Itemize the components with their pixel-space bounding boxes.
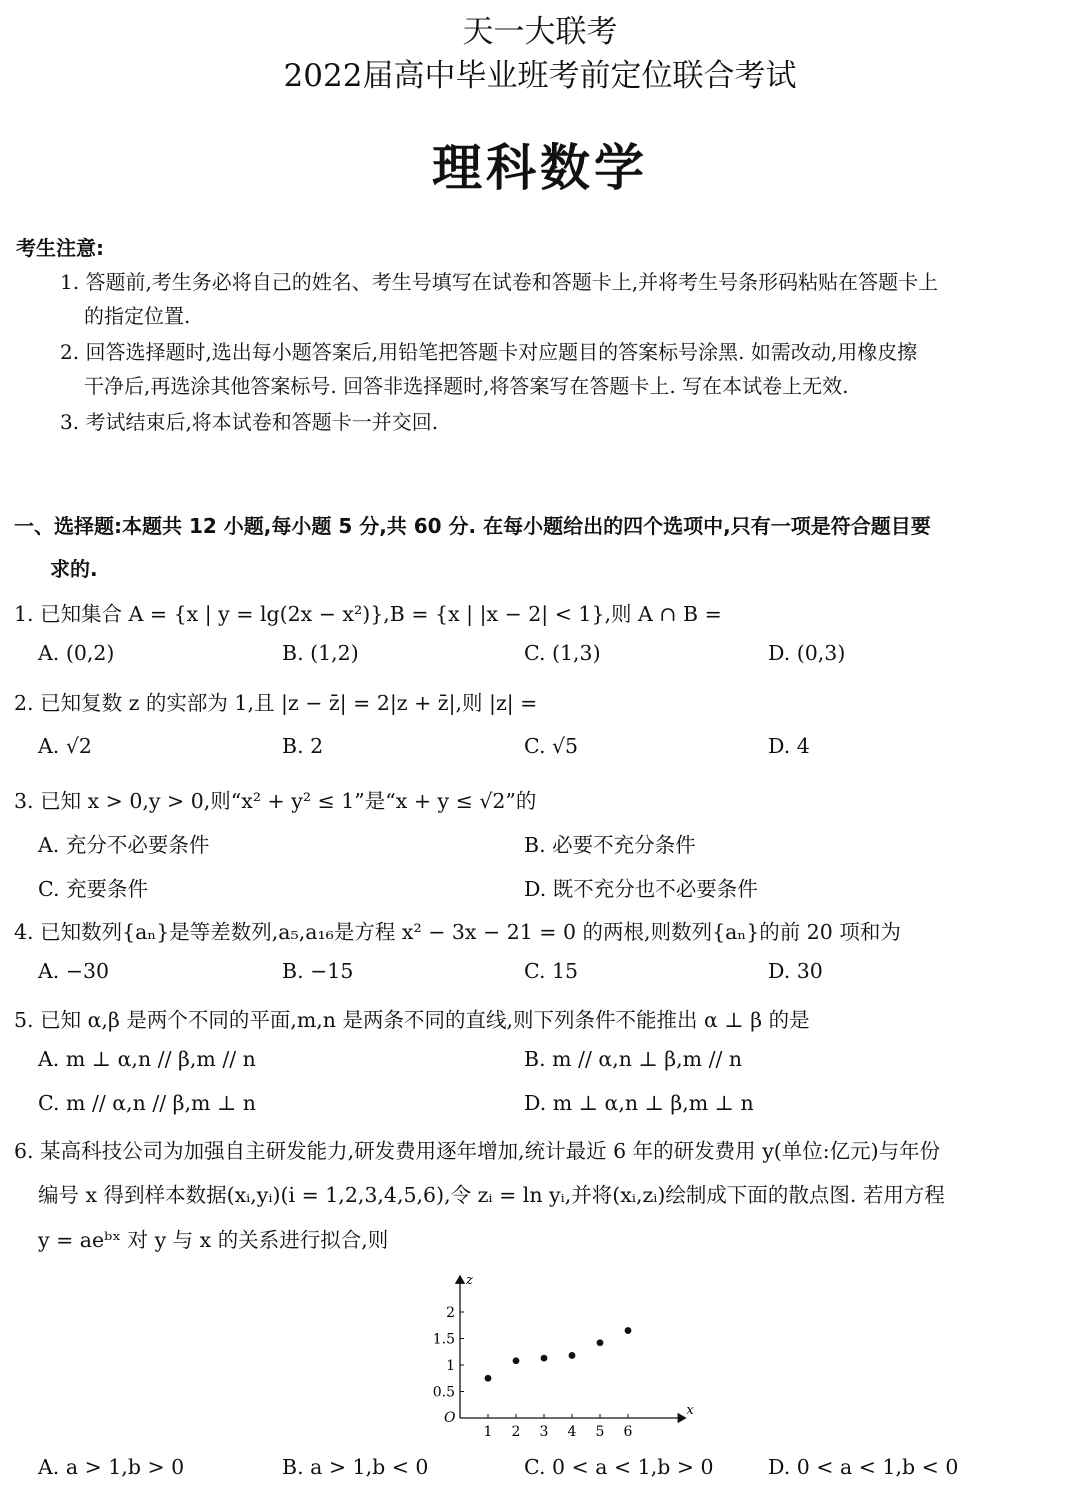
question-6-line-3: y = aeᵇˣ 对 y 与 x 的关系进行拟合,则 bbox=[38, 1228, 389, 1252]
x-tick-label: 1 bbox=[483, 1424, 493, 1440]
q3-option-a: A. 充分不必要条件 bbox=[38, 833, 210, 857]
question-5: 5. 已知 α,β 是两个不同的平面,m,n 是两条不同的直线,则下列条件不能推出 α ⊥ β 的是 bbox=[14, 1008, 810, 1032]
question-1: 1. 已知集合 A = {x | y = lg(2x − x²)},B = {x | |x − 2| < 1},则 A ∩ B = bbox=[14, 602, 722, 626]
exam-title: 2022届高中毕业班考前定位联合考试 bbox=[283, 58, 797, 94]
data-point bbox=[541, 1355, 548, 1362]
section-heading-cont: 求的. bbox=[50, 557, 98, 581]
q2-option-a: A. √2 bbox=[38, 734, 92, 758]
q1-option-b: B. (1,2) bbox=[282, 641, 359, 665]
origin-label: O bbox=[444, 1410, 456, 1426]
q2-option-c: C. √5 bbox=[524, 734, 579, 758]
subject-title: 理科数学 bbox=[432, 138, 648, 197]
notice-item-1-cont: 的指定位置. bbox=[84, 304, 191, 328]
q4-option-b: B. −15 bbox=[282, 959, 354, 983]
q3-option-b: B. 必要不充分条件 bbox=[524, 833, 696, 857]
q4-option-d: D. 30 bbox=[768, 959, 823, 983]
data-point bbox=[625, 1327, 632, 1334]
data-point bbox=[597, 1339, 604, 1346]
section-heading: 一、选择题:本题共 12 小题,每小题 5 分,共 60 分. 在每小题给出的四个选项中,只有一项是符合题目要 bbox=[14, 514, 931, 538]
y-tick-label: 1.5 bbox=[432, 1331, 455, 1348]
q1-option-c: C. (1,3) bbox=[524, 641, 601, 665]
data-point bbox=[569, 1352, 576, 1359]
y-tick-label: 2 bbox=[446, 1305, 455, 1321]
x-tick-label: 6 bbox=[623, 1424, 633, 1440]
notice-item-3: 3. 考试结束后,将本试卷和答题卡一并交回. bbox=[60, 410, 439, 434]
q6-option-a: A. a > 1,b > 0 bbox=[38, 1455, 185, 1479]
q6-option-d: D. 0 < a < 1,b < 0 bbox=[768, 1455, 959, 1479]
q1-option-d: D. (0,3) bbox=[768, 641, 846, 665]
exam-organizer: 天一大联考 bbox=[462, 14, 618, 50]
q4-option-c: C. 15 bbox=[524, 959, 579, 983]
q6-option-b: B. a > 1,b < 0 bbox=[282, 1455, 429, 1479]
notice-item-2-cont: 干净后,再选涂其他答案标号. 回答非选择题时,将答案写在答题卡上. 写在本试卷上无效. bbox=[84, 374, 849, 398]
x-tick-label: 5 bbox=[595, 1424, 605, 1440]
x-tick-label: 2 bbox=[511, 1424, 521, 1440]
q3-option-d: D. 既不充分也不必要条件 bbox=[524, 877, 758, 901]
q5-option-d: D. m ⊥ α,n ⊥ β,m ⊥ n bbox=[524, 1091, 754, 1115]
q1-option-a: A. (0,2) bbox=[38, 641, 115, 665]
q5-option-a: A. m ⊥ α,n // β,m // n bbox=[38, 1047, 256, 1071]
question-6: 6. 某高科技公司为加强自主研发能力,研发费用逐年增加,统计最近 6 年的研发费用 y(单位:亿元)与年份 bbox=[14, 1139, 941, 1163]
x-axis-label: x bbox=[686, 1403, 694, 1418]
question-2: 2. 已知复数 z 的实部为 1,且 |z − z̄| = 2|z + z̄|,则 |z| = bbox=[14, 691, 538, 715]
question-3: 3. 已知 x > 0,y > 0,则“x² + y² ≤ 1”是“x + y ≤ √2”的 bbox=[14, 789, 537, 813]
data-point bbox=[513, 1357, 520, 1364]
q4-option-a: A. −30 bbox=[38, 959, 110, 983]
notice-title: 考生注意: bbox=[16, 236, 104, 260]
q6-option-c: C. 0 < a < 1,b > 0 bbox=[524, 1455, 714, 1479]
q5-option-b: B. m // α,n ⊥ β,m // n bbox=[524, 1047, 743, 1071]
notice-item-1: 1. 答题前,考生务必将自己的姓名、考生号填写在试卷和答题卡上,并将考生号条形码粘贴在答题卡上 bbox=[60, 270, 939, 294]
x-tick-label: 4 bbox=[567, 1424, 577, 1440]
q3-option-c: C. 充要条件 bbox=[38, 877, 148, 901]
question-4: 4. 已知数列{aₙ}是等差数列,a₅,a₁₆是方程 x² − 3x − 21 = 0 的两根,则数列{aₙ}的前 20 项和为 bbox=[14, 920, 901, 944]
x-tick-label: 3 bbox=[539, 1424, 549, 1440]
y-tick-label: 1 bbox=[446, 1358, 455, 1374]
notice-item-2: 2. 回答选择题时,选出每小题答案后,用铅笔把答题卡对应题目的答案标号涂黑. 如需改动,用橡皮擦 bbox=[60, 340, 918, 364]
scatter-plot bbox=[425, 1258, 694, 1443]
y-axis-label: z bbox=[466, 1273, 473, 1289]
question-6-line-2: 编号 x 得到样本数据(xᵢ,yᵢ)(i = 1,2,3,4,5,6),令 zᵢ = ln yᵢ,并将(xᵢ,zᵢ)绘制成下面的散点图. 若用方程 bbox=[38, 1183, 945, 1207]
y-tick-label: 0.5 bbox=[432, 1384, 455, 1401]
q5-option-c: C. m // α,n // β,m ⊥ n bbox=[38, 1091, 257, 1115]
data-point bbox=[485, 1375, 492, 1382]
q2-option-b: B. 2 bbox=[282, 734, 324, 758]
q2-option-d: D. 4 bbox=[768, 734, 810, 758]
